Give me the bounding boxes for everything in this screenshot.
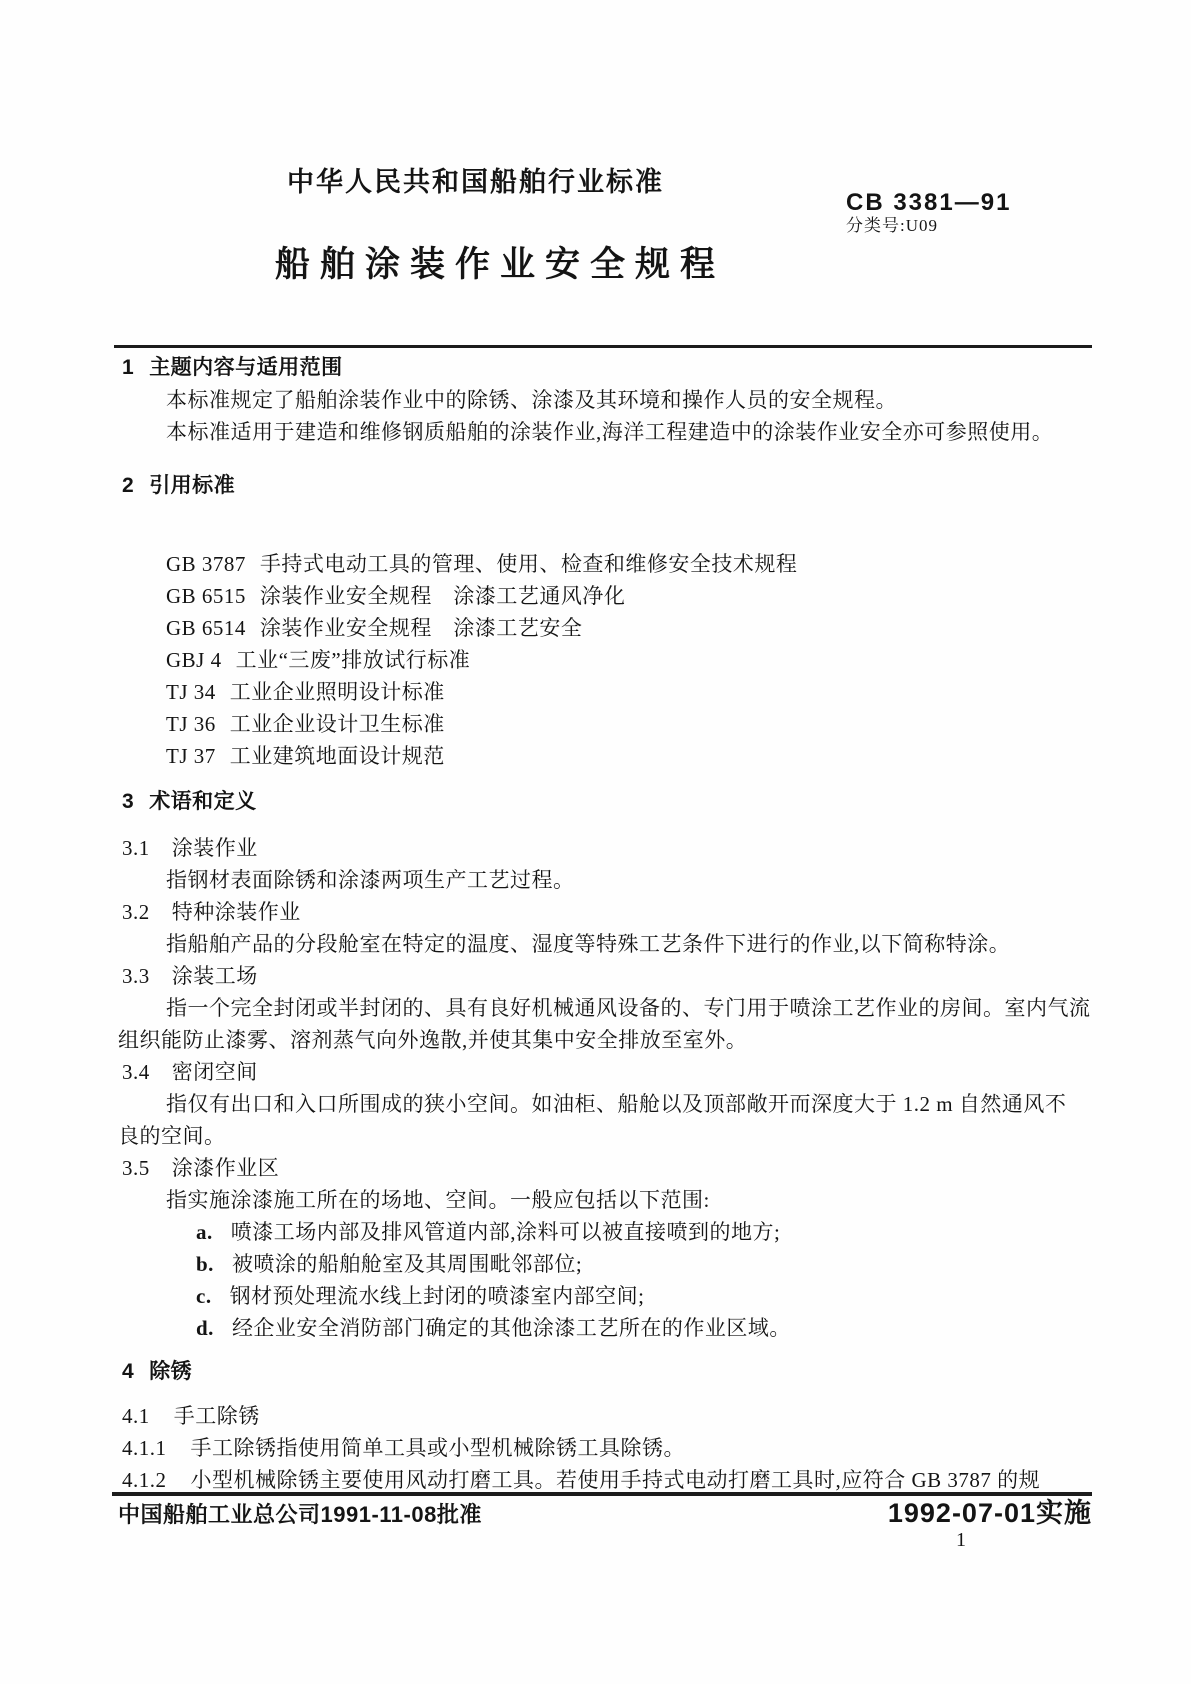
list-text: 喷漆工场内部及排风管道内部,涂料可以被直接喷到的地方; [230,1220,781,1244]
paragraph: 本标准适用于建造和维修钢质船舶的涂装作业,海洋工程建造中的涂装作业安全亦可参照使用。 [166,420,1054,444]
reference-item [118,740,1092,772]
term-number: 3.4 [122,1060,150,1084]
list-label: b. [196,1252,214,1276]
list-text: 钢材预处理流水线上封闭的喷漆室内部空间; [229,1284,645,1308]
term-heading-3-2 [118,896,1092,928]
section-1-heading [118,352,1092,384]
term-number: 3.1 [122,836,150,860]
section-number: 1 [122,356,135,379]
term-definition: 指一个完全封闭或半封闭的、具有良好机械通风设备的、专门用于喷涂工艺作业的房间。室内气流 [166,996,1091,1020]
reference-code: TJ 34 [166,680,216,704]
term-definition: 指实施涂漆施工所在的场地、空间。一般应包括以下范围: [166,1188,710,1212]
reference-code: GB 6515 [166,584,246,608]
header-rule [114,345,1092,348]
reference-title: 手持式电动工具的管理、使用、检查和维修安全技术规程 [259,552,798,576]
term-definition: 指船舶产品的分段舱室在特定的温度、湿度等特殊工艺条件下进行的作业,以下简称特涂。 [166,932,1011,956]
reference-title: 工业企业设计卫生标准 [229,712,445,736]
term-definition: 组织能防止漆雾、溶剂蒸气向外逸散,并使其集中安全排放至室外。 [118,1028,748,1052]
document-title: 船舶涂装作业安全规程 [275,245,726,284]
reference-item [118,708,1092,740]
section-number: 3 [122,790,135,813]
term-name: 特种涂装作业 [171,900,301,924]
reference-title: 涂装作业安全规程 涂漆工艺通风净化 [259,584,626,608]
reference-code: GB 3787 [166,552,246,576]
list-item-d [118,1312,1092,1344]
reference-title: 工业企业照明设计标准 [229,680,445,704]
reference-code: TJ 36 [166,712,216,736]
reference-item [118,612,1092,644]
clause-text: 手工除锈指使用简单工具或小型机械除锈工具除锈。 [190,1436,685,1460]
term-number: 3.3 [122,964,150,988]
term-definition: 良的空间。 [118,1124,226,1148]
section-2-heading [118,470,1092,502]
footer-implementation: 1992-07-01实施 [887,1498,1092,1528]
list-item-a [118,1216,1092,1248]
section-4-heading [118,1356,1092,1388]
reference-code: TJ 37 [166,744,216,768]
term-number: 3.2 [122,900,150,924]
term-definition: 指钢材表面除锈和涂漆两项生产工艺过程。 [166,868,575,892]
section-title: 引用标准 [149,474,236,497]
term-number: 3.5 [122,1156,150,1180]
reference-item [118,580,1092,612]
term-name: 涂漆作业区 [171,1156,280,1180]
clause-number: 4.1.1 [122,1436,167,1460]
term-heading-3-5 [118,1152,1092,1184]
list-label: a. [196,1220,213,1244]
footer-approval: 中国船舶工业总公司1991-11-08批准 [118,1502,482,1527]
clause-4-1 [118,1400,1092,1432]
list-label: d. [196,1316,214,1340]
term-heading-3-1 [118,832,1092,864]
section-number: 4 [122,1360,135,1383]
term-name: 涂装工场 [171,964,258,988]
reference-title: 工业“三废”排放试行标准 [235,648,471,672]
footer-rule [112,1492,1092,1496]
standard-number: CB 3381—91 [846,189,1012,216]
list-text: 被喷涂的船舶舱室及其周围毗邻部位; [231,1252,583,1276]
classification-number: 分类号:U09 [846,216,938,235]
term-heading-3-3 [118,960,1092,992]
standard-type-heading: 中华人民共和国船舶行业标准 [287,167,664,197]
section-3-heading [118,786,1092,818]
reference-item [118,644,1092,676]
document-body [118,352,1092,1496]
section-title: 除锈 [149,1360,193,1383]
term-definition: 指仅有出口和入口所围成的狭小空间。如油柜、船舱以及顶部敞开而深度大于 1.2 m 自然通风不 [166,1092,1067,1116]
section-number: 2 [122,474,135,497]
term-name: 涂装作业 [171,836,258,860]
reference-list [118,548,1092,772]
reference-title: 工业建筑地面设计规范 [229,744,445,768]
list-text: 经企业安全消防部门确定的其他涂漆工艺所在的作业区域。 [231,1316,791,1340]
clause-text: 手工除锈 [173,1404,260,1428]
list-item-c [118,1280,1092,1312]
reference-code: GBJ 4 [166,648,222,672]
clause-4-1-1 [118,1432,1092,1464]
list-label: c. [196,1284,212,1308]
section-title: 术语和定义 [149,790,257,813]
clause-number: 4.1 [122,1404,150,1428]
list-item-b [118,1248,1092,1280]
term-name: 密闭空间 [171,1060,258,1084]
reference-title: 涂装作业安全规程 涂漆工艺安全 [259,616,583,640]
clause-number: 4.1.2 [122,1468,167,1492]
paragraph: 本标准规定了船舶涂装作业中的除锈、涂漆及其环境和操作人员的安全规程。 [166,388,897,412]
reference-code: GB 6514 [166,616,246,640]
reference-item [118,548,1092,580]
section-title: 主题内容与适用范围 [149,356,343,379]
page-number: 1 [956,1529,966,1551]
clause-text: 小型机械除锈主要使用风动打磨工具。若使用手持式电动打磨工具时,应符合 GB 3787 的规 [190,1468,1041,1492]
reference-item [118,676,1092,708]
term-heading-3-4 [118,1056,1092,1088]
